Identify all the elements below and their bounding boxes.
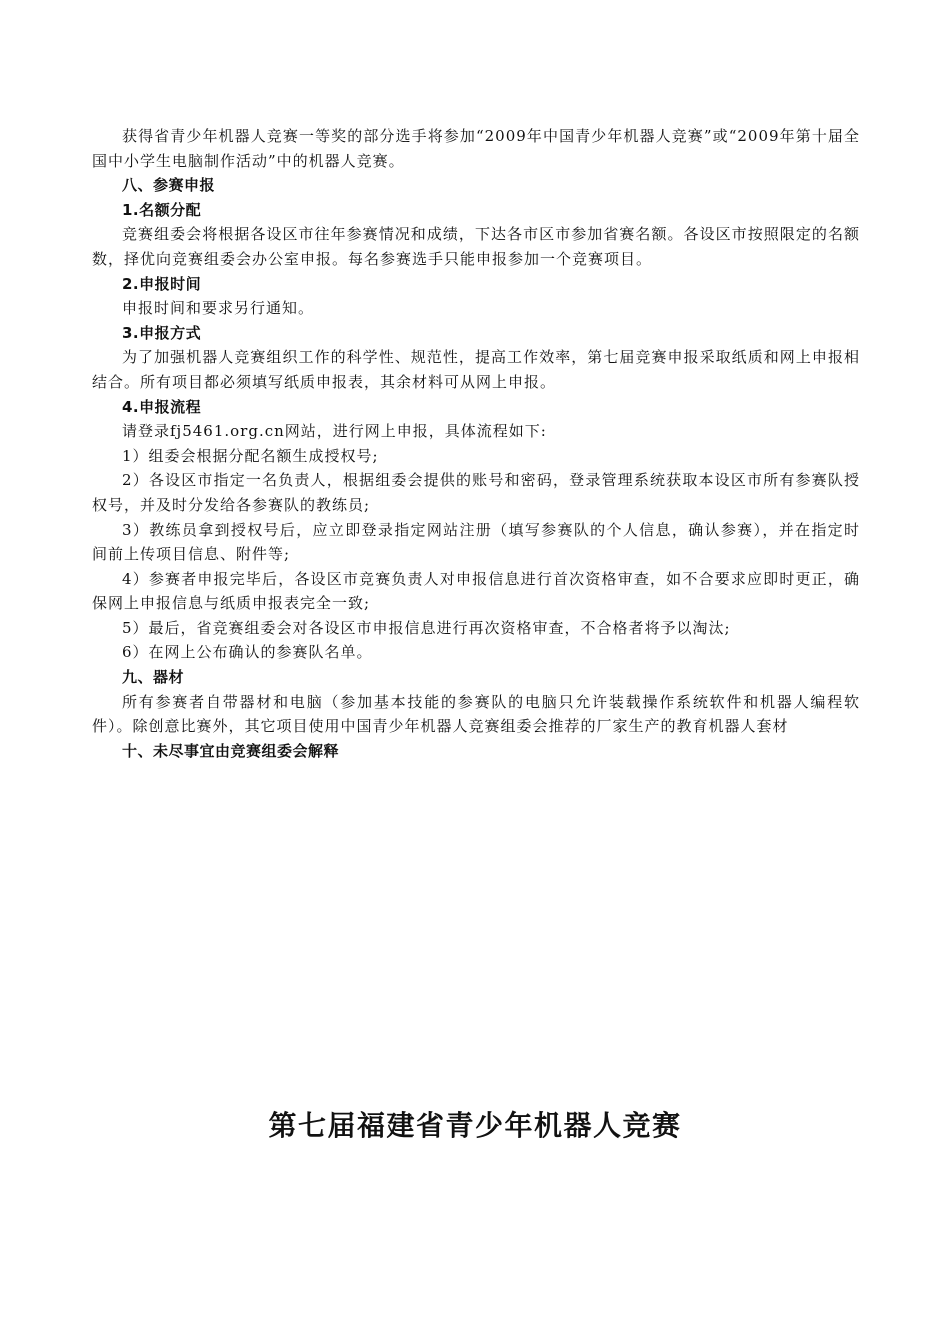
paragraph: 所有参赛者自带器材和电脑（参加基本技能的参赛队的电脑只允许装载操作系统软件和机器人编程软件）。除创意比赛外，其它项目使用中国青少年机器人竞赛组委会推荐的厂家生产的教育机器人套材 <box>92 692 860 736</box>
paragraph: 获得省青少年机器人竞赛一等奖的部分选手将参加“2009年中国青少年机器人竞赛”或“2009年第十届全国中小学生电脑制作活动”中的机器人竞赛。 <box>92 127 860 170</box>
section-heading: 九、器材 <box>122 668 185 687</box>
paragraph: 申报时间和要求另行通知。 <box>122 299 315 318</box>
list-item: 5）最后，省竞赛组委会对各设区市申报信息进行再次资格审查，不合格者将予以淘汰; <box>122 618 731 637</box>
document-body <box>92 124 860 763</box>
list-item: 6）在网上公布确认的参赛队名单。 <box>122 643 373 662</box>
list-item: 1）组委会根据分配名额生成授权号; <box>122 446 379 465</box>
list-item: 4）参赛者申报完毕后，各设区市竞赛负责人对申报信息进行首次资格审查，如不合要求应即时更正，确保网上申报信息与纸质申报表完全一致; <box>92 569 860 613</box>
section-heading: 八、参赛申报 <box>122 176 216 195</box>
document-title: 第七届福建省青少年机器人竞赛 <box>268 1109 682 1142</box>
subsection-heading: 4.申报流程 <box>122 397 202 416</box>
paragraph: 为了加强机器人竞赛组织工作的科学性、规范性，提高工作效率，第七届竞赛申报采取纸质和网上申报相结合。所有项目都必须填写纸质申报表，其余材料可从网上申报。 <box>92 348 860 391</box>
list-item: 2）各设区市指定一名负责人，根据组委会提供的账号和密码，登录管理系统获取本设区市所有参赛队授权号，并及时分发给各参赛队的教练员; <box>92 471 860 514</box>
paragraph: 请登录fj5461.org.cn网站，进行网上申报，具体流程如下: <box>122 422 547 441</box>
subsection-heading: 2.申报时间 <box>122 274 202 293</box>
section-heading: 十、未尽事宜由竞赛组委会解释 <box>122 741 340 760</box>
list-item: 3）教练员拿到授权号后，应立即登录指定网站注册（填写参赛队的个人信息，确认参赛），并在指定时间前上传项目信息、附件等; <box>92 520 860 564</box>
subsection-heading: 1.名额分配 <box>122 200 202 219</box>
subsection-heading: 3.申报方式 <box>122 323 202 342</box>
paragraph: 竞赛组委会将根据各设区市往年参赛情况和成绩，下达各市区市参加省赛名额。各设区市按照限定的名额数，择优向竞赛组委会办公室申报。每名参赛选手只能申报参加一个竞赛项目。 <box>92 225 860 268</box>
